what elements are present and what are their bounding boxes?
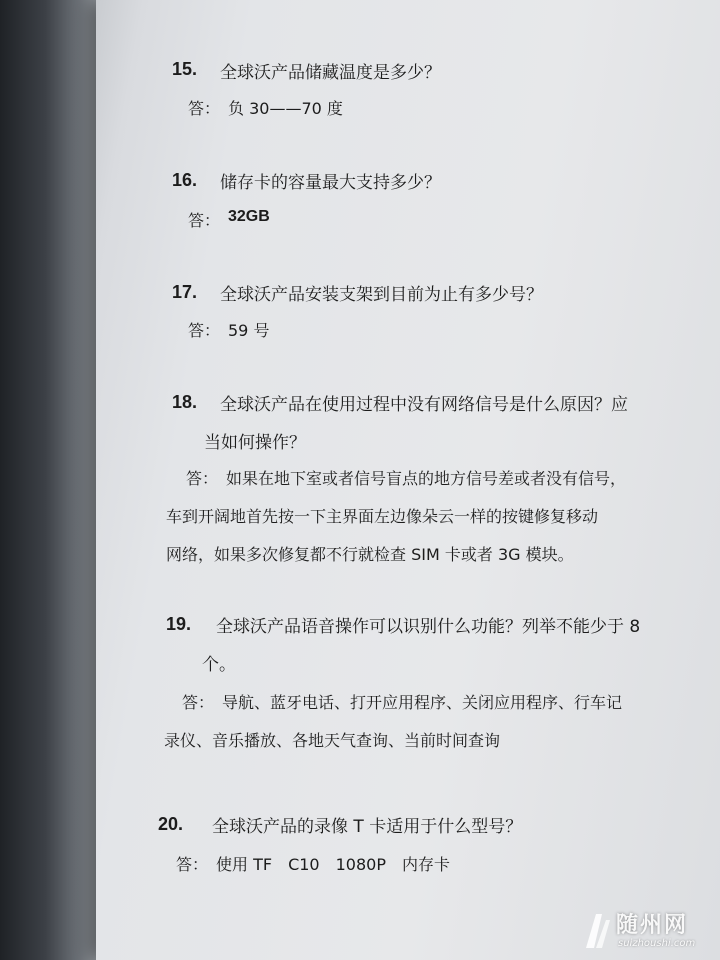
question-text: 全球沃产品安装支架到目前为止有多少号？ bbox=[220, 285, 543, 305]
question-number: 15. bbox=[172, 59, 198, 79]
watermark-url: suizhoushi.com bbox=[618, 938, 696, 949]
answer-text-line-3: 网络，如果多次修复都不行就检查 SIM 卡或者 3G 模块。 bbox=[166, 545, 574, 564]
question-number: 17. bbox=[172, 282, 198, 302]
question-text: 储存卡的容量最大支持多少？ bbox=[220, 173, 441, 193]
answer-text: 负 30——70 度 bbox=[228, 99, 343, 118]
question-text-line-1: 全球沃产品语音操作可以识别什么功能？列举不能少于 8 bbox=[216, 617, 641, 637]
answer-text-line-1: 导航、蓝牙电话、打开应用程序、关闭应用程序、行车记 bbox=[222, 693, 623, 712]
question-text: 全球沃产品储藏温度是多少？ bbox=[220, 63, 441, 83]
answer-text: 32GB bbox=[228, 208, 270, 225]
watermark bbox=[582, 908, 712, 954]
watermark-name: 随州网 bbox=[616, 913, 689, 938]
question-number: 19. bbox=[166, 614, 192, 634]
question-text-line-1: 全球沃产品在使用过程中没有网络信号是什么原因？应 bbox=[220, 395, 628, 415]
question-number: 18. bbox=[172, 392, 198, 412]
answer-label: 答： bbox=[186, 469, 219, 488]
answer-text-line-2: 录仪、音乐播放、各地天气查询、当前时间查询 bbox=[164, 731, 501, 750]
answer-text-line-1: 如果在地下室或者信号盲点的地方信号差或者没有信号， bbox=[226, 469, 627, 488]
answer-label: 答： bbox=[188, 321, 221, 340]
answer-label: 答： bbox=[188, 99, 221, 118]
question-number: 20. bbox=[158, 814, 184, 834]
answer-text-line-2: 车到开阔地首先按一下主界面左边像朵云一样的按键修复移动 bbox=[166, 507, 599, 526]
answer-label: 答： bbox=[176, 855, 209, 874]
question-text-line-2: 当如何操作？ bbox=[204, 433, 306, 453]
answer-label: 答： bbox=[188, 211, 221, 230]
watermark-logo-icon bbox=[582, 910, 612, 950]
answer-text: 使用 TF C10 1080P 内存卡 bbox=[216, 855, 450, 874]
document-page bbox=[96, 0, 720, 960]
question-number: 16. bbox=[172, 170, 198, 190]
question-text: 全球沃产品的录像 T 卡适用于什么型号？ bbox=[212, 817, 523, 837]
binder-edge bbox=[0, 0, 100, 960]
answer-label: 答： bbox=[182, 693, 215, 712]
question-text-line-2: 个。 bbox=[202, 655, 236, 675]
answer-text: 59 号 bbox=[228, 321, 270, 340]
